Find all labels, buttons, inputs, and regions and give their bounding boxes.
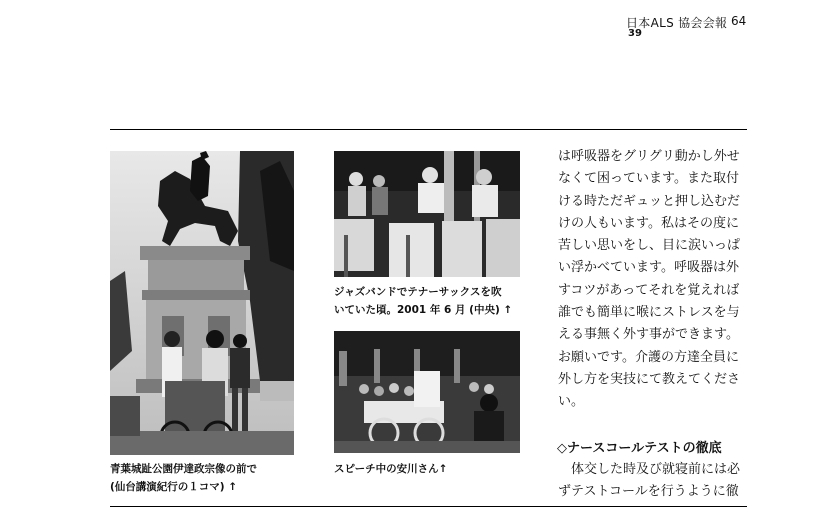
top-rule: [110, 129, 747, 130]
page-number: 64: [731, 14, 747, 28]
photo1-caption: [110, 460, 257, 496]
body-line: い浮かべています。呼吸器は外: [558, 260, 739, 276]
body-line: える事無く外す事ができます。: [558, 327, 739, 343]
body-line: すコツがあってそれを覚えれば: [558, 282, 740, 298]
body-line: 苦しい思いをし、目に涙いっぱ: [558, 238, 741, 254]
photo-statue-group: [110, 151, 294, 455]
photo2-caption-line1: ジャズバンドでテナーサックスを吹: [334, 286, 502, 298]
photo-jazz-band: [334, 151, 520, 277]
issue-number: 39: [628, 28, 642, 39]
photo1-caption-line2: (仙台講演紀行の１コマ) ↑: [110, 481, 238, 493]
bottom-rule: [110, 506, 747, 507]
body-line: ずテストコールを行うように徹: [558, 484, 739, 500]
photo1-caption-line1: 青葉城趾公園伊達政宗像の前で: [110, 463, 257, 475]
photo-speech: [334, 331, 520, 453]
publication-title: 日本ALS 協会会報: [626, 16, 728, 30]
body-line: ける時ただギュッと押し込むだ: [558, 193, 741, 209]
section-heading: ◇ナースコールテストの徹底: [557, 441, 722, 456]
photo3-caption: スピーチ中の安川さん↑: [334, 463, 448, 475]
body-line: い。: [558, 394, 585, 410]
body-line: お願いです。介護の方達全員に: [558, 349, 739, 365]
body-paragraph: [558, 146, 758, 414]
body-line: 誰でも簡単に喉にストレスを与: [558, 305, 740, 321]
body-line: 外し方を実技にて教えてくださ: [558, 371, 741, 387]
section-paragraph: [558, 459, 740, 504]
body-line: なくて困っています。また取付: [558, 171, 739, 187]
photo2-caption: [334, 283, 512, 319]
body-line: は呼吸器をグリグリ動かし外せ: [558, 149, 740, 164]
photo2-caption-line2: いていた頃。2001 年 6 月 (中央) ↑: [334, 304, 513, 316]
body-line: 体交した時及び就寝前には必: [558, 462, 741, 477]
body-line: けの人もいます。私はその度に: [558, 215, 739, 231]
